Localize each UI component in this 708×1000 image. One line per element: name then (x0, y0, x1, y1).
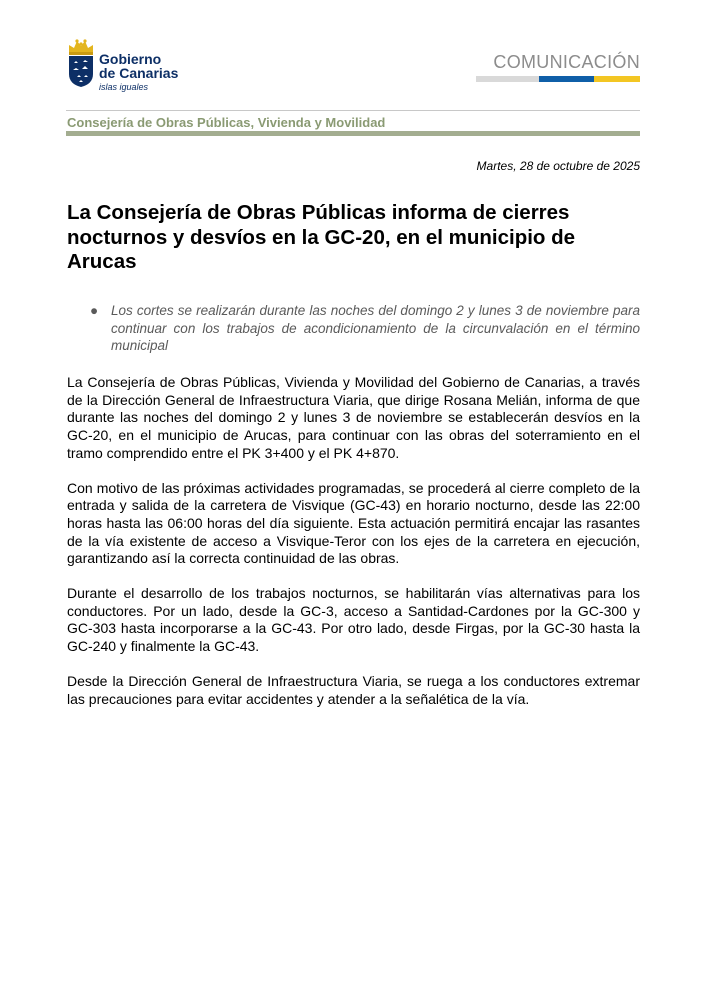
color-bar-blue (539, 76, 594, 82)
logo-wordmark-line1: Gobierno (99, 51, 162, 67)
department-underline (66, 131, 640, 136)
color-bar-grey (476, 76, 539, 82)
coat-of-arms-icon (66, 38, 96, 88)
color-bar-yellow (594, 76, 640, 82)
summary-text: Los cortes se realizarán durante las noches del domingo 2 y lunes 3 de noviembre para continuar con los trabajos de acondicionamiento de la circunvalación en el término municipal (111, 303, 640, 354)
logo-wordmark-line2: de Canarias (99, 65, 179, 81)
summary-item (90, 302, 640, 355)
bullet-icon: ● (90, 303, 99, 318)
header-divider (66, 110, 640, 111)
press-release-date: Martes, 28 de octubre de 2025 (476, 159, 640, 173)
summary-list (90, 302, 640, 355)
section-label: COMUNICACIÓN (493, 52, 640, 72)
press-release-headline: La Consejería de Obras Públicas informa de cierres nocturnos y desvíos en la GC-20, en el municipio de Arucas (67, 201, 576, 273)
press-release-body (67, 374, 640, 725)
body-paragraph: La Consejería de Obras Públicas, Vivienda y Movilidad del Gobierno de Canarias, a través de la Dirección General de Infraestructura Viaria, que dirige Rosana Melián, informa de que durante las noches del domingo 2 y lunes 3 de noviembre se establecerán desvíos en la GC-20, en el municipio de Arucas, para continuar con las obras del soterramiento en el tramo comprendido entre el PK 3+400 y el PK 4+870. (67, 374, 640, 461)
gobierno-de-canarias-logo (66, 38, 186, 98)
department-name: Consejería de Obras Públicas, Vivienda y Movilidad (67, 115, 386, 130)
body-paragraph: Con motivo de las próximas actividades programadas, se procederá al cierre completo de la entrada y salida de la carretera de Visvique (GC-43) en horario nocturno, desde las 22:00 horas hasta las 06:00 horas del día siguiente. Esta actuación permitirá encajar las rasantes de la vía existente de acceso a Visvique-Teror con los ejes de la carretera en ejecución, garantizando así la correcta continuidad de las obras. (67, 479, 640, 567)
body-paragraph: Desde la Dirección General de Infraestructura Viaria, se ruega a los conductores extremar las precauciones para evitar accidentes y atender a la señalética de la vía. (67, 672, 640, 707)
logo-tagline: islas iguales (99, 82, 149, 92)
brand-color-bar (476, 76, 640, 82)
body-paragraph: Durante el desarrollo de los trabajos nocturnos, se habilitarán vías alternativas para los conductores. Por un lado, desde la GC-3, acceso a Santidad-Cardones por la GC-300 y GC-303 hasta incorporarse a la GC-43. Por otro lado, desde Firgas, por la GC-30 hasta la GC-240 y finalmente la GC-43. (67, 585, 640, 655)
